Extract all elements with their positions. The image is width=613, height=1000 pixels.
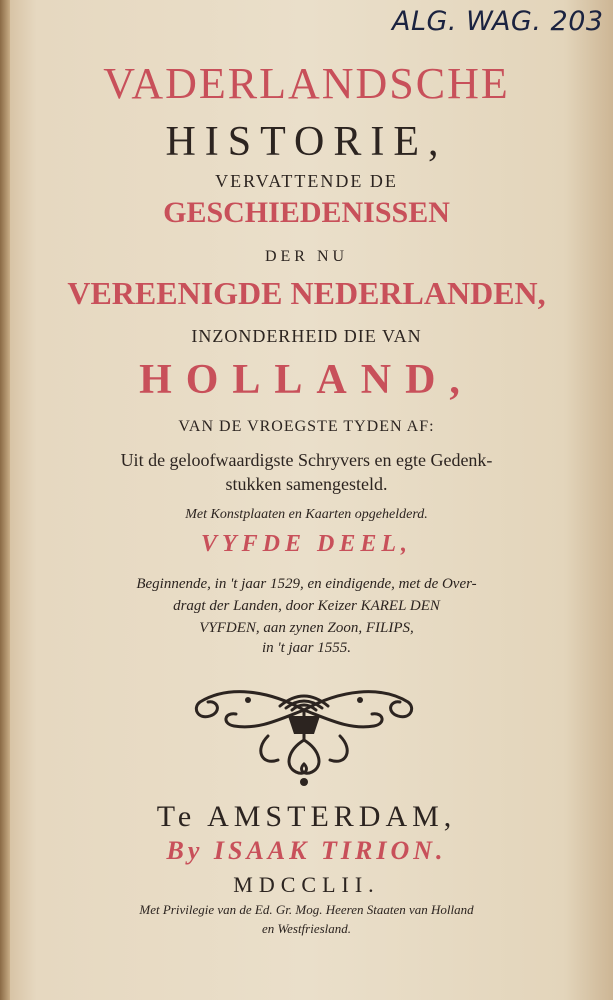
title-line-5: DER NU [264, 248, 349, 265]
title-line-7: INZONDERHEID DIE VAN [191, 326, 422, 346]
title-line-2: HISTORIE, [165, 119, 448, 165]
privilege-line-1: Met Privilegie van de Ed. Gr. Mog. Heeren Staaten van Holland [139, 902, 474, 917]
volume-label: VYFDE DEEL, [200, 531, 413, 557]
scope-line-1: Beginnende, in 't jaar 1529, en eindigende, met de Over- [136, 576, 477, 592]
title-line-4: GESCHIEDENISSEN [163, 196, 450, 229]
title-line-8: HOLLAND, [139, 357, 474, 403]
imprint-year: MDCCLII. [233, 872, 380, 897]
title-line-1: VADERLANDSCHE [103, 59, 510, 108]
title-line-10: Uit de geloofwaardigste Schryvers en egte Gedenk- [120, 450, 493, 470]
title-line-6: VEREENIGDE NEDERLANDEN, [67, 275, 546, 311]
illustrations-note: Met Konstplaaten en Kaarten opgehelderd. [185, 507, 428, 522]
scope-line-3: VYFDEN, aan zynen Zoon, FILIPS, [199, 620, 414, 636]
title-line-11: stukken samengesteld. [225, 474, 388, 494]
privilege-line-2: en Westfriesland. [261, 921, 352, 936]
shelfmark: ALG. WAG. 203 [392, 6, 604, 37]
scope-line-4: in 't jaar 1555. [261, 640, 352, 656]
scope-line-2: dragt der Landen, door Keizer KAREL DEN [173, 598, 440, 614]
imprint-publisher: By ISAAK TIRION. [166, 836, 447, 865]
scroll-ornament-icon [188, 680, 420, 790]
title-line-9: VAN DE VROEGSTE TYDEN AF: [178, 418, 435, 435]
imprint-place: Te AMSTERDAM, [156, 800, 457, 833]
title-line-3: VERVATTENDE DE [215, 171, 398, 191]
